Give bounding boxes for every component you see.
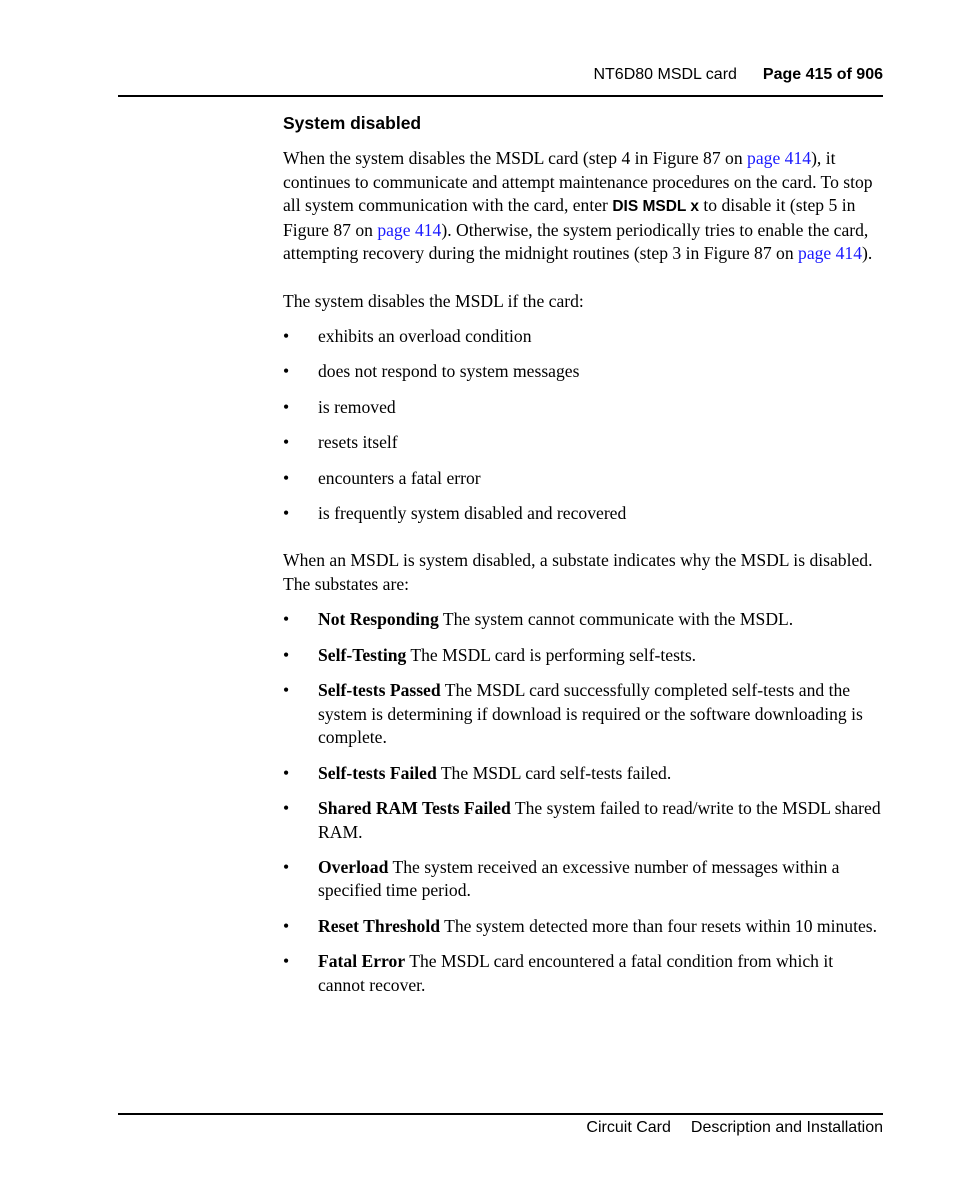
text-run: ). — [862, 243, 873, 263]
list-item — [283, 608, 883, 632]
substate-term: Not Responding — [318, 609, 439, 630]
substate-desc: The MSDL card is performing self-tests. — [406, 644, 697, 665]
list-item: • exhibits an overload condition — [283, 325, 883, 349]
substate-desc: The MSDL card successfully completed self-tests and the system is determining if download is required or the software downloading is complete. — [318, 680, 863, 748]
text-run: ), it continues to communicate and attempt maintenance procedures on the card. To stop all system communication with the card, enter — [283, 148, 873, 215]
substates-intro: When an MSDL is system disabled, a substate indicates why the MSDL is disabled. The substates are: — [283, 550, 873, 594]
page-link[interactable]: page 414 — [747, 148, 812, 168]
substate-term: Self-tests Passed — [318, 680, 441, 701]
substate-desc: The system failed to read/write to the MSDL shared RAM. — [318, 798, 881, 842]
substate-term: Self-tests Failed — [318, 762, 437, 783]
document-title: NT6D80 MSDL card — [593, 66, 737, 83]
footer-rule — [118, 1113, 883, 1115]
substate-term: Fatal Error — [318, 951, 406, 972]
substates-list — [283, 608, 883, 997]
page-link[interactable]: page 414 — [377, 219, 442, 240]
list-item: • resets itself — [283, 431, 883, 455]
conditions-list — [283, 325, 883, 525]
list-item — [283, 762, 883, 786]
list-item — [283, 950, 883, 997]
list-item — [283, 644, 883, 668]
intro-paragraph — [283, 147, 883, 266]
list-item — [283, 856, 883, 903]
command-text: DIS MSDL x — [612, 198, 700, 215]
list-item: • is removed — [283, 396, 883, 420]
substate-term: Shared RAM Tests Failed — [318, 798, 511, 819]
substate-term: Overload — [318, 856, 389, 877]
page-number: Page 415 of 906 — [762, 66, 883, 83]
list-item: • encounters a fatal error — [283, 467, 883, 491]
text-run: ). Otherwise, the system periodically tries to enable the card, attempting recovery during the midnight routines (step 3 in Figure 87 on — [283, 219, 869, 263]
conditions-intro: The system disables the MSDL if the card: — [283, 290, 584, 311]
substate-desc: The MSDL card self-tests failed. — [436, 762, 672, 783]
footer-part2: Description and Installation — [690, 1119, 883, 1136]
substate-term: Self-Testing — [318, 644, 407, 665]
footer-part1: Circuit Card — [586, 1119, 671, 1136]
page-link[interactable]: page 414 — [798, 243, 863, 263]
list-item: • is frequently system disabled and recovered — [283, 502, 883, 526]
text-run: When the system disables the MSDL card (step 4 in Figure 87 on — [283, 148, 748, 168]
substate-desc: The system detected more than four resets within 10 minutes. — [440, 915, 878, 936]
section-title: System disabled — [283, 113, 422, 133]
page-footer — [586, 1119, 883, 1137]
header-rule — [118, 95, 883, 97]
main-content — [283, 112, 883, 1009]
text-run: to disable it (step 5 in Figure 87 on — [283, 195, 856, 240]
substate-desc: The MSDL card encountered a fatal condition from which it cannot recover. — [318, 951, 834, 995]
list-item — [283, 797, 883, 844]
substate-desc: The system received an excessive number of messages within a specified time period. — [318, 856, 840, 901]
list-item: • does not respond to system messages — [283, 360, 883, 384]
list-item — [283, 679, 883, 750]
page-header — [593, 66, 883, 84]
substate-term: Reset Threshold — [318, 915, 441, 936]
substate-desc: The system cannot communicate with the MSDL. — [438, 609, 794, 630]
list-item — [283, 915, 883, 939]
